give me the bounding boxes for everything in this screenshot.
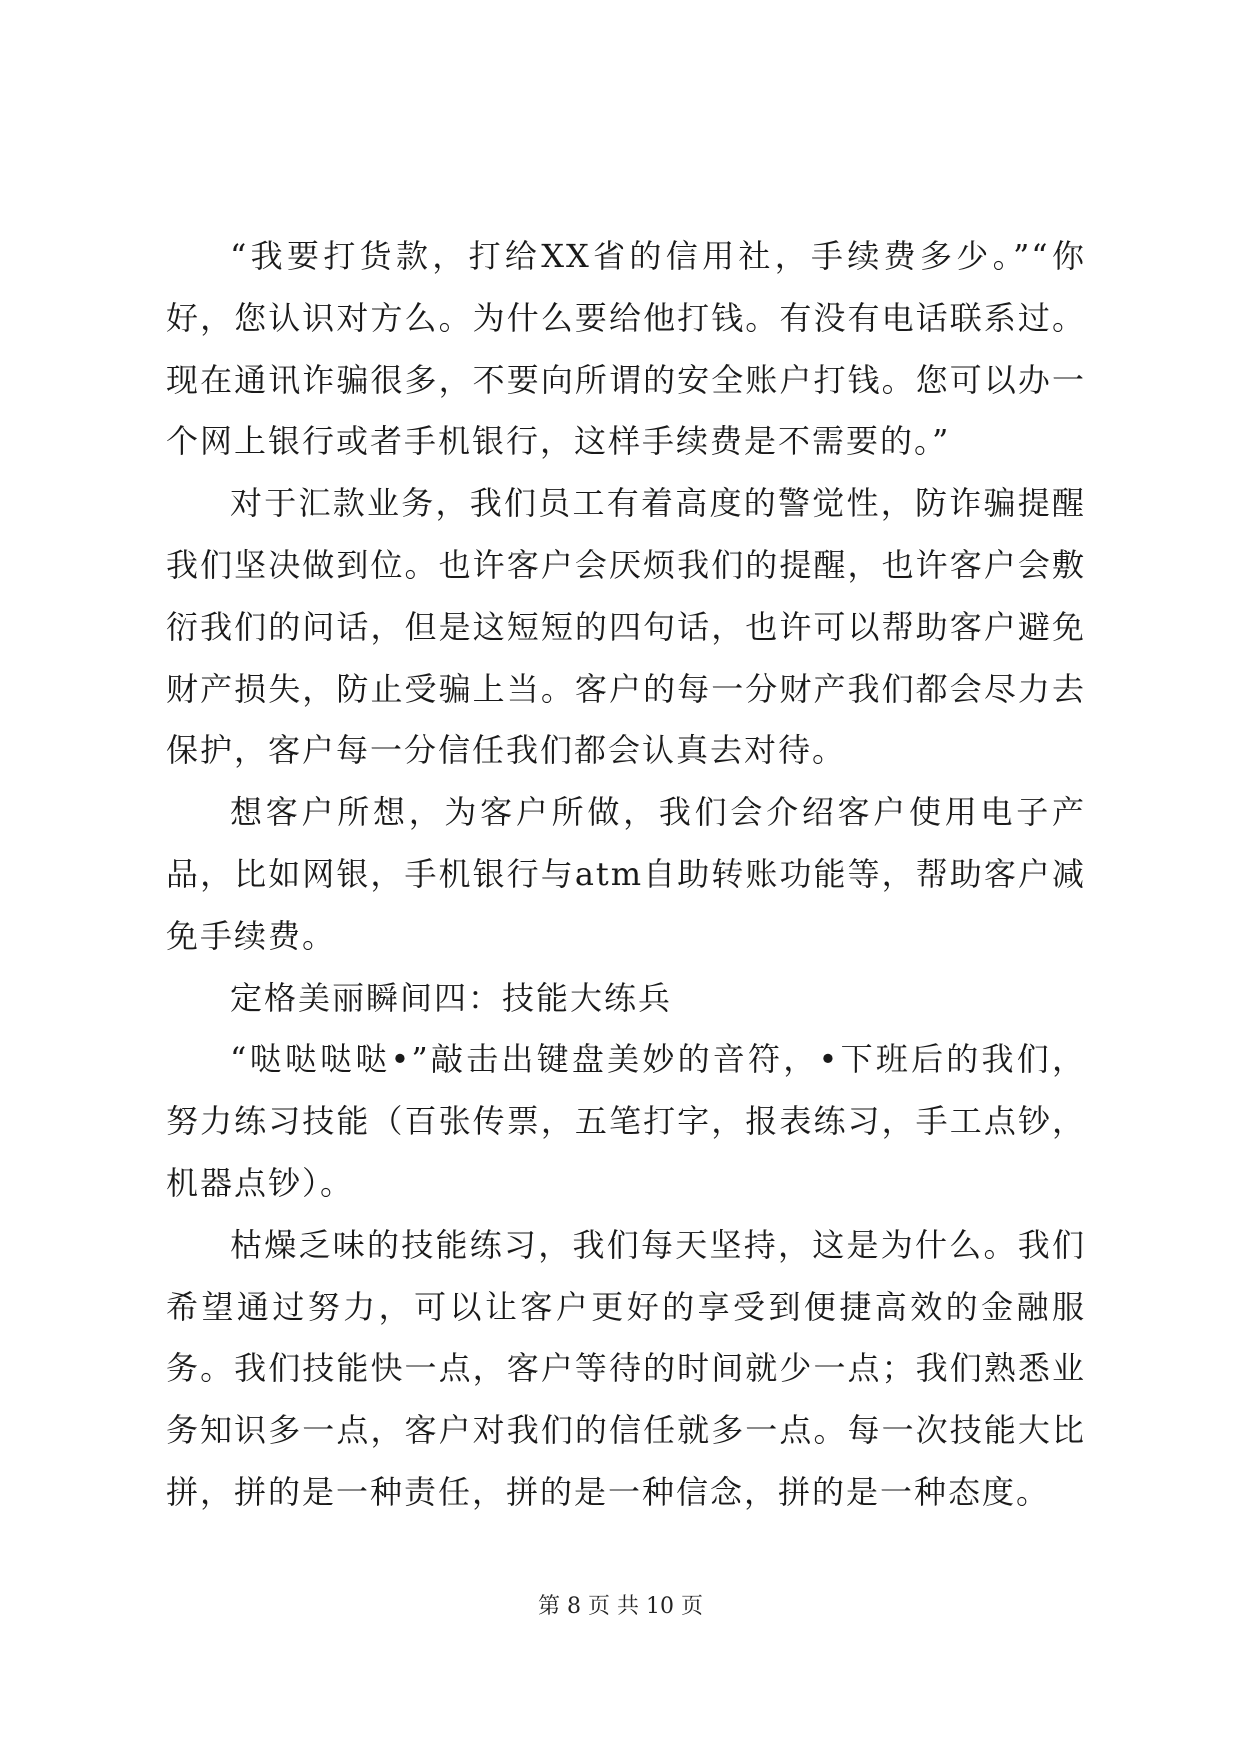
section-heading: 定格美丽瞬间四：技能大练兵 [230, 978, 673, 1017]
paragraph-5: 枯燥乏味的技能练习，我们每天坚持，这是为什么。我们希望通过努力，可以让客户更好的享受到便捷高效的金融服务。我们技能快一点，客户等待的时间就少一点；我们熟悉业务知识多一点，客户对我们的信任就多一点。每一次技能大比拼，拼的是一种责任，拼的是一种信念，拼的是一种态度。 [166, 1225, 1086, 1511]
paragraph-2: 对于汇款业务，我们员工有着高度的警觉性，防诈骗提醒我们坚决做到位。也许客户会厌烦我们的提醒，也许客户会敷衍我们的问话，但是这短短的四句话，也许可以帮助客户避免财产损失，防止受骗上当。客户的每一分财产我们都会尽力去保护，客户每一分信任我们都会认真去对待。 [166, 484, 1086, 770]
paragraph-4: “哒哒哒哒•”敲击出键盘美妙的音符，•下班后的我们，努力练习技能（百张传票，五笔打字，报表练习，手工点钞，机器点钞）。 [166, 1040, 1086, 1202]
document-body [166, 226, 1086, 1524]
paragraph-3: 想客户所想，为客户所做，我们会介绍客户使用电子产品，比如网银，手机银行与atm自助转账功能等，帮助客户减免手续费。 [166, 793, 1086, 955]
page-number-footer: 第 8 页 共 10 页 [538, 1594, 703, 1619]
paragraph-1: “我要打货款，打给XX省的信用社，手续费多少。”“你好，您认识对方么。为什么要给他打钱。有没有电话联系过。现在通讯诈骗很多，不要向所谓的安全账户打钱。您可以办一个网上银行或者手机银行，这样手续费是不需要的。” [166, 237, 1086, 461]
